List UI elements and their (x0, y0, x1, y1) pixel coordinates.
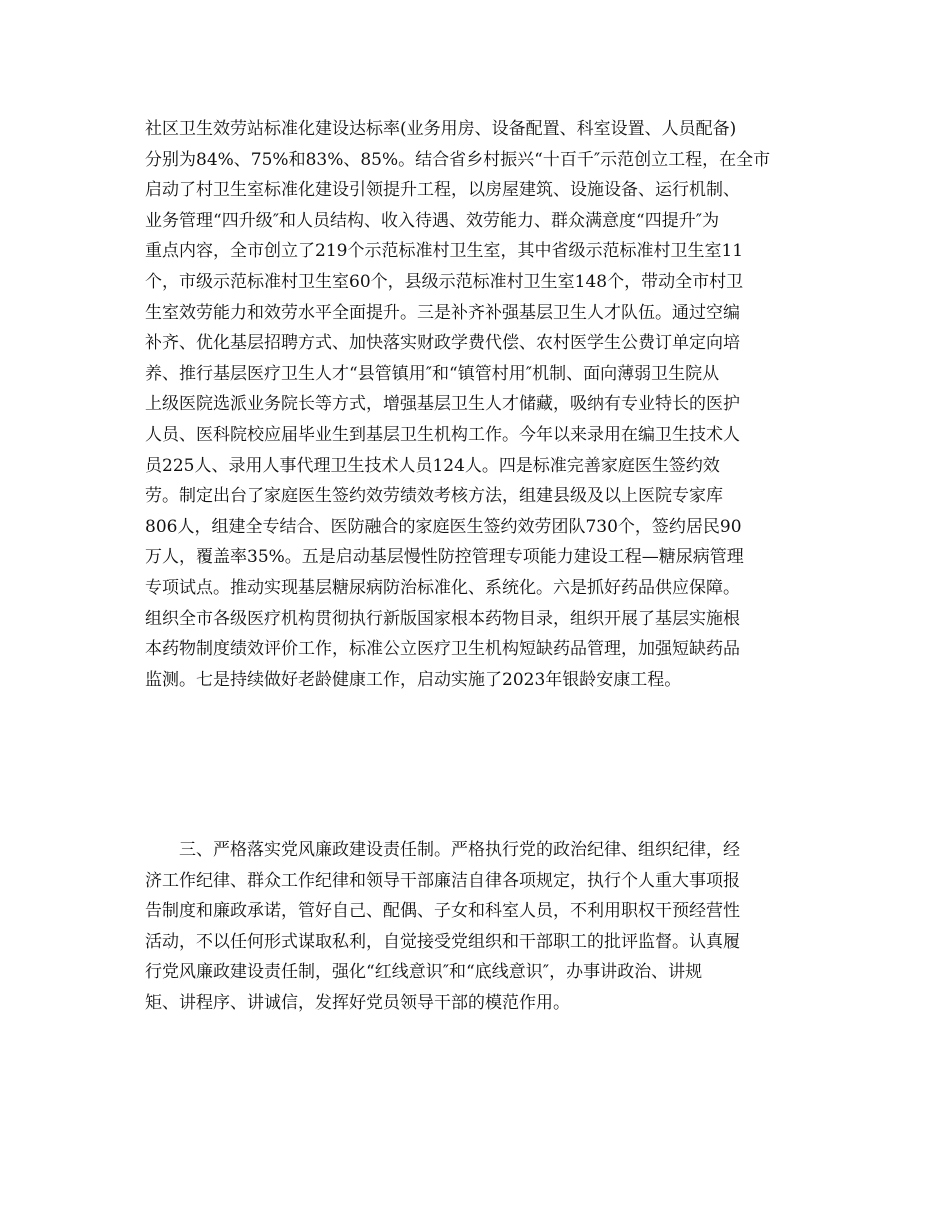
text-line: 本药物制度绩效评价工作，标准公立医疗卫生机构短缺药品管理，加强短缺药品 (145, 639, 740, 660)
text-line: 生室效劳能力和效劳水平全面提升。三是补齐补强基层卫生人才队伍。通过空编 (145, 302, 740, 323)
text-line: 专项试点。推动实现基层糖尿病防治标准化、系统化。六是抓好药品供应保障。 (145, 577, 740, 598)
text-line: 活动，不以任何形式谋取私利，自觉接受党组织和干部职工的批评监督。认真履 (145, 931, 740, 952)
text-line: 重点内容，全市创立了219个示范标准村卫生室，其中省级示范标准村卫生室11 (145, 241, 744, 262)
text-line: 万人，覆盖率35%。五是启动基层慢性防控管理专项能力建设工程—糖尿病管理 (145, 547, 744, 568)
text-line: 社区卫生效劳站标准化建设达标率(业务用房、设备配置、科室设置、人员配备) (145, 119, 737, 139)
text-line: 员225人、录用人事代理卫生技术人员124人。四是标准完善家庭医生签约效 (145, 455, 720, 476)
text-line: 行党风廉政建设责任制，强化“红线意识″和“底线意识″，办事讲政治、讲规 (145, 962, 703, 983)
text-line: 告制度和廉政承诺，管好自己、配偶、子女和科室人员，不利用职权干预经营性 (145, 901, 740, 922)
text-line: 劳。制定出台了家庭医生签约效劳绩效考核方法，组建县级及以上医院专家库 (145, 486, 723, 507)
text-line: 人员、医科院校应届毕业生到基层卫生机构工作。今年以来录用在编卫生技术人 (145, 424, 740, 445)
text-line: 启动了村卫生室标准化建设引领提升工程，以房屋建筑、设施设备、运行机制、 (145, 180, 740, 201)
text-line: 济工作纪律、群众工作纪律和领导干部廉洁自律各项规定，执行个人重大事项报 (145, 870, 740, 891)
text-line: 个，市级示范标准村卫生室60个，县级示范标准村卫生室148个，带动全市村卫 (145, 271, 744, 292)
paragraph-primary-healthcare (145, 114, 805, 695)
text-line: 分别为84%、75%和83%、85%。结合省乡村振兴“十百千″示范创立工程，在全市 (145, 149, 771, 170)
text-line: 组织全市各级医疗机构贯彻执行新版国家根本药物目录，组织开展了基层实施根 (145, 608, 740, 629)
text-line: 806人，组建全专结合、医防融合的家庭医生签约效劳团队730个，签约居民90 (145, 516, 742, 537)
text-line: 养、推行基层医疗卫生人才“县管镇用″和“镇管村用″机制、面向薄弱卫生院从 (145, 363, 720, 384)
text-line: 三、严格落实党风廉政建设责任制。严格执行党的政治纪律、组织纪律，经 (145, 840, 740, 860)
text-line: 矩、讲程序、讲诚信，发挥好党员领导干部的模范作用。 (145, 992, 570, 1013)
paragraph-party-conduct (145, 835, 805, 1019)
text-line: 监测。七是持续做好老龄健康工作，启动实施了2023年银龄安康工程。 (145, 669, 682, 690)
text-line: 补齐、优化基层招聘方式、加快落实财政学费代偿、农村医学生公费订单定向培 (145, 333, 740, 354)
text-line: 业务管理“四升级″和人员结构、收入待遇、效劳能力、群众满意度“四提升″为 (145, 210, 720, 231)
text-line: 上级医院选派业务院长等方式，增强基层卫生人才储藏，吸纳有专业特长的医护 (145, 394, 740, 415)
